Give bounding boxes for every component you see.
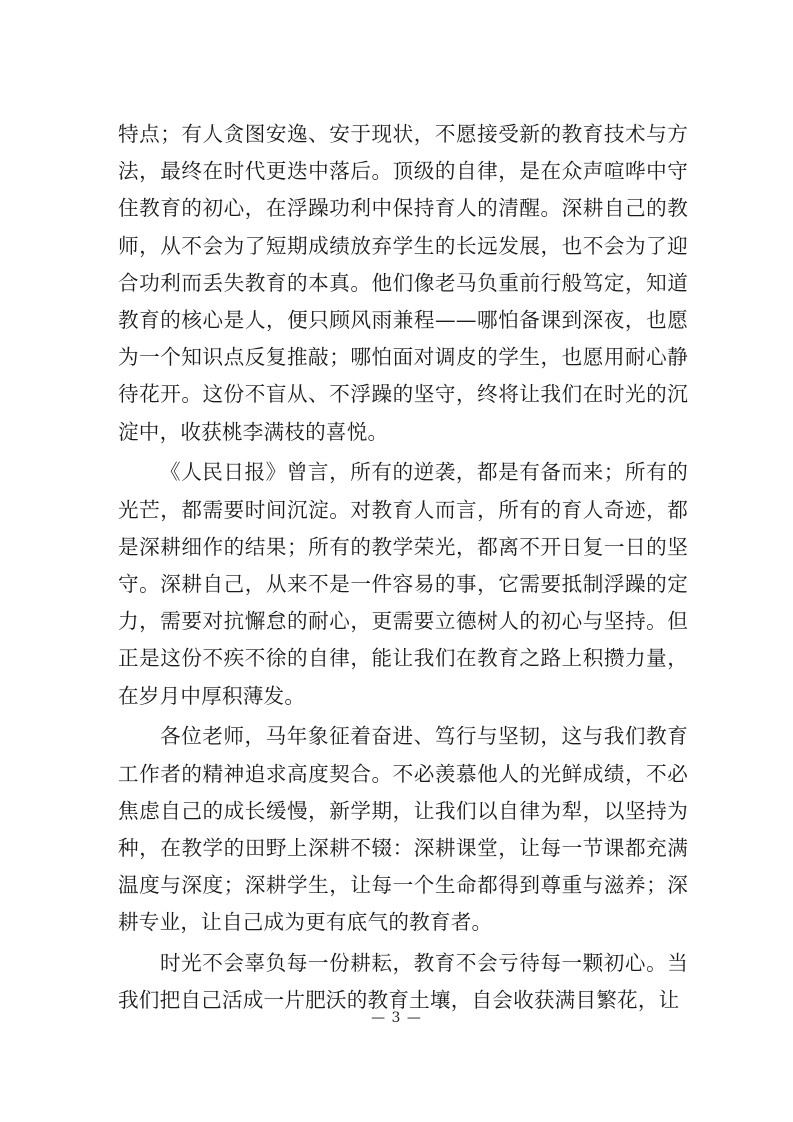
document-body bbox=[118, 116, 688, 1023]
paragraph-peoples-daily-quote: 《人民日报》曾言，所有的逆袭，都是有备而来；所有的光芒，都需要时间沉淀。对教育人而言，所有的育人奇迹，都是深耕细作的结果；所有的教学荣光，都离不开日复一日的坚守。深耕自己，从来不是一件容易的事，它需要抵制浮躁的定力，需要对抗懈怠的耐心，更需要立德树人的初心与坚持。但正是这份不疾不徐的自律，能让我们在教育之路上积攒力量，在岁月中厚积薄发。 bbox=[118, 460, 688, 708]
paragraph-year-of-horse: 各位老师，马年象征着奋进、笃行与坚韧，这与我们教育工作者的精神追求高度契合。不必羡慕他人的光鲜成绩，不必焦虑自己的成长缓慢，新学期，让我们以自律为犁，以坚持为种，在教学的田野上深耕不辍：深耕课堂，让每一节课都充满温度与深度；深耕学生，让每一个生命都得到尊重与滋养；深耕专业，让自己成为更有底气的教育者。 bbox=[118, 724, 688, 935]
paragraph-continuation: 特点；有人贪图安逸、安于现状，不愿接受新的教育技术与方法，最终在时代更迭中落后。顶级的自律，是在众声喧哗中守住教育的初心，在浮躁功利中保持育人的清醒。深耕自己的教师，从不会为了短期成绩放弃学生的长远发展，也不会为了迎合功利而丢失教育的本真。他们像老马负重前行般笃定，知道教育的核心是人，便只顾风雨兼程——哪怕备课到深夜，也愿为一个知识点反复推敲；哪怕面对调皮的学生，也愿用耐心静待花开。这份不盲从、不浮躁的坚守，终将让我们在时光的沉淀中，收获桃李满枝的喜悦。 bbox=[118, 122, 688, 444]
paragraph-closing: 时光不会辜负每一份耕耘，教育不会亏待每一颗初心。当我们把自己活成一片肥沃的教育土壤，自会收获满目繁花，让 bbox=[118, 951, 688, 1013]
page-number: — 3 — bbox=[371, 1010, 422, 1026]
